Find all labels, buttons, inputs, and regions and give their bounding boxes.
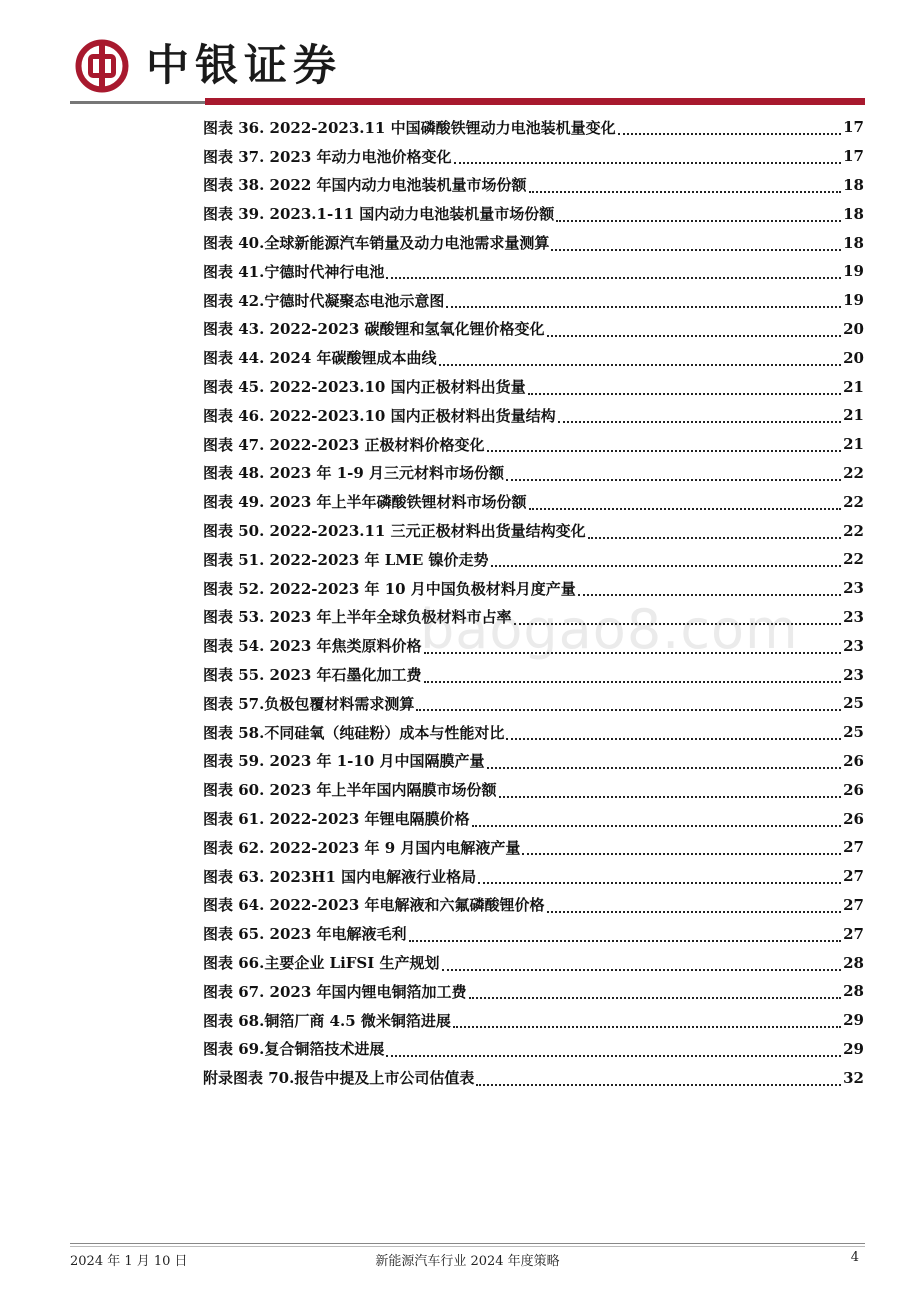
toc-dot-leader — [478, 882, 841, 884]
toc-entry-page: 27 — [843, 838, 864, 857]
toc-entry[interactable] — [203, 171, 864, 200]
toc-entry[interactable] — [203, 977, 864, 1006]
toc-entry-page: 18 — [843, 175, 864, 194]
bank-of-china-logo-icon — [75, 39, 129, 93]
toc-entry-title: 附录图表 70.报告中提及上市公司估值表 — [203, 1069, 475, 1088]
toc-entry[interactable] — [203, 459, 864, 488]
footer-divider — [70, 1243, 865, 1244]
toc-dot-leader — [529, 508, 842, 510]
toc-entry-title: 图表 45. 2022-2023.10 国内正极材料出货量 — [203, 378, 526, 397]
toc-entry-title: 图表 44. 2024 年碳酸锂成本曲线 — [203, 349, 437, 368]
toc-entry-title: 图表 47. 2022-2023 正极材料价格变化 — [203, 435, 485, 454]
toc-dot-leader — [487, 450, 842, 452]
toc-entry[interactable] — [203, 689, 864, 718]
toc-entry-title: 图表 60. 2023 年上半年国内隔膜市场份额 — [203, 781, 497, 800]
toc-entry-page: 22 — [843, 550, 864, 569]
toc-entry-page: 26 — [843, 809, 864, 828]
toc-entry[interactable] — [203, 660, 864, 689]
page-header — [70, 30, 865, 106]
toc-entry-title: 图表 43. 2022-2023 碳酸锂和氢氧化锂价格变化 — [203, 320, 545, 339]
toc-entry[interactable] — [203, 775, 864, 804]
toc-entry-page: 28 — [843, 953, 864, 972]
toc-entry-title: 图表 59. 2023 年 1-10 月中国隔膜产量 — [203, 752, 485, 771]
toc-entry[interactable] — [203, 545, 864, 574]
toc-entry-page: 19 — [843, 262, 864, 281]
toc-entry-title: 图表 54. 2023 年焦类原料价格 — [203, 637, 422, 656]
toc-dot-leader — [558, 421, 842, 423]
toc-entry-page: 22 — [843, 521, 864, 540]
toc-entry-page: 22 — [843, 492, 864, 511]
toc-entry-page: 26 — [843, 751, 864, 770]
toc-entry[interactable] — [203, 718, 864, 747]
toc-dot-leader — [439, 364, 842, 366]
toc-entry-title: 图表 68.铜箔厂商 4.5 微米铜箔进展 — [203, 1011, 451, 1030]
toc-dot-leader — [506, 738, 841, 740]
toc-dot-leader — [529, 191, 842, 193]
toc-entry-title: 图表 61. 2022-2023 年锂电隔膜价格 — [203, 810, 470, 829]
toc-entry[interactable] — [203, 919, 864, 948]
toc-entry-page: 27 — [843, 924, 864, 943]
toc-entry[interactable] — [203, 862, 864, 891]
toc-entry-page: 28 — [843, 982, 864, 1001]
toc-entry[interactable] — [203, 315, 864, 344]
toc-entry-title: 图表 50. 2022-2023.11 三元正极材料出货量结构变化 — [203, 522, 586, 541]
toc-entry-title: 图表 48. 2023 年 1-9 月三元材料市场份额 — [203, 464, 505, 483]
toc-entry-title: 图表 52. 2022-2023 年 10 月中国负极材料月度产量 — [203, 579, 576, 598]
toc-entry-title: 图表 64. 2022-2023 年电解液和六氟磷酸锂价格 — [203, 896, 545, 915]
toc-entry-title: 图表 46. 2022-2023.10 国内正极材料出货量结构 — [203, 406, 556, 425]
toc-entry-page: 21 — [843, 435, 864, 454]
toc-entry-title: 图表 41.宁德时代神行电池 — [203, 262, 385, 281]
toc-dot-leader — [424, 681, 842, 683]
toc-entry-page: 18 — [843, 233, 864, 252]
toc-entry-title: 图表 55. 2023 年石墨化加工费 — [203, 666, 422, 685]
toc-entry-page: 25 — [843, 694, 864, 713]
watermark: baogao8.com — [420, 598, 799, 661]
toc-entry-page: 18 — [843, 204, 864, 223]
toc-entry-page: 20 — [843, 348, 864, 367]
toc-entry[interactable] — [203, 343, 864, 372]
toc-entry-title: 图表 57.负极包覆材料需求测算 — [203, 694, 415, 713]
toc-entry[interactable] — [203, 891, 864, 920]
toc-dot-leader — [618, 133, 842, 135]
toc-dot-leader — [499, 796, 842, 798]
toc-entry-page: 32 — [843, 1068, 864, 1087]
footer-page-number: 4 — [850, 1250, 859, 1265]
toc-entry-page: 26 — [843, 780, 864, 799]
toc-entry[interactable] — [203, 372, 864, 401]
toc-entry-page: 23 — [843, 607, 864, 626]
toc-dot-leader — [506, 479, 841, 481]
toc-dot-leader — [446, 306, 841, 308]
toc-dot-leader — [453, 1026, 841, 1028]
toc-dot-leader — [556, 220, 841, 222]
toc-dot-leader — [547, 911, 842, 913]
toc-entry-title: 图表 69.复合铜箔技术进展 — [203, 1040, 385, 1059]
toc-entry-page: 23 — [843, 579, 864, 598]
toc-entry[interactable] — [203, 286, 864, 315]
toc-entry-title: 图表 58.不同硅氧（纯硅粉）成本与性能对比 — [203, 723, 505, 742]
toc-entry-title: 图表 67. 2023 年国内锂电铜箔加工费 — [203, 982, 467, 1001]
toc-dot-leader — [416, 709, 841, 711]
toc-entry[interactable] — [203, 228, 864, 257]
header-rule-red — [205, 98, 865, 105]
toc-entry[interactable] — [203, 747, 864, 776]
toc-entry-title: 图表 38. 2022 年国内动力电池装机量市场份额 — [203, 176, 527, 195]
toc-dot-leader — [551, 249, 841, 251]
toc-entry-title: 图表 62. 2022-2023 年 9 月国内电解液产量 — [203, 838, 521, 857]
footer-report-title: 新能源汽车行业 2024 年度策略 — [375, 1254, 560, 1269]
toc-dot-leader — [487, 767, 842, 769]
toc-entry-title: 图表 42.宁德时代凝聚态电池示意图 — [203, 291, 445, 310]
toc-dot-leader — [522, 853, 841, 855]
toc-entry[interactable] — [203, 1006, 864, 1035]
header-rule-gray — [70, 101, 205, 104]
page-footer — [70, 1250, 865, 1270]
footer-date: 2024 年 1 月 10 日 — [70, 1254, 188, 1269]
toc-dot-leader — [547, 335, 842, 337]
toc-dot-leader — [472, 825, 842, 827]
toc-entry-title: 图表 53. 2023 年上半年全球负极材料市占率 — [203, 608, 512, 627]
toc-dot-leader — [491, 565, 842, 567]
toc-entry-title: 图表 66.主要企业 LiFSI 生产规划 — [203, 954, 440, 972]
toc-entry-page: 23 — [843, 636, 864, 655]
toc-entry-page: 25 — [843, 723, 864, 742]
toc-entry[interactable] — [203, 516, 864, 545]
toc-entry-title: 图表 65. 2023 年电解液毛利 — [203, 925, 407, 944]
toc-entry-page: 29 — [843, 1011, 864, 1030]
toc-entry[interactable] — [203, 1063, 864, 1092]
toc-entry-title: 图表 36. 2022-2023.11 中国磷酸铁锂动力电池装机量变化 — [203, 118, 616, 137]
toc-entry-page: 23 — [843, 665, 864, 684]
toc-entry[interactable] — [203, 833, 864, 862]
toc-entry-page: 20 — [843, 319, 864, 338]
toc-entry[interactable] — [203, 430, 864, 459]
toc-entry-page: 27 — [843, 867, 864, 886]
toc-entry-page: 22 — [843, 463, 864, 482]
toc-entry-title: 图表 49. 2023 年上半年磷酸铁锂材料市场份额 — [203, 493, 527, 512]
footer-divider-secondary — [70, 1246, 865, 1247]
toc-dot-leader — [528, 393, 842, 395]
brand-name: 中银证券 — [146, 41, 342, 91]
toc-dot-leader — [442, 969, 842, 971]
toc-entry-title: 图表 37. 2023 年动力电池价格变化 — [203, 147, 452, 166]
toc-dot-leader — [386, 1055, 841, 1057]
toc-dot-leader — [454, 162, 842, 164]
toc-dot-leader — [578, 594, 841, 596]
toc-entry-page: 21 — [843, 377, 864, 396]
toc-entry-page: 17 — [843, 147, 864, 166]
toc-entry[interactable] — [203, 113, 864, 142]
toc-entry-title: 图表 63. 2023H1 国内电解液行业格局 — [203, 867, 477, 886]
toc-entry-title: 图表 51. 2022-2023 年 LME 镍价走势 — [203, 550, 489, 569]
toc-entry-page: 17 — [843, 118, 864, 137]
toc-entry-page: 21 — [843, 406, 864, 425]
toc-entry-page: 29 — [843, 1039, 864, 1058]
toc-entry[interactable] — [203, 487, 864, 516]
toc-entry[interactable] — [203, 804, 864, 833]
toc-entry-page: 27 — [843, 895, 864, 914]
toc-dot-leader — [476, 1084, 841, 1086]
toc-dot-leader — [409, 940, 842, 942]
toc-entry[interactable] — [203, 199, 864, 228]
toc-entry[interactable] — [203, 1035, 864, 1064]
toc-dot-leader — [588, 537, 842, 539]
toc-entry[interactable] — [203, 257, 864, 286]
toc-entry[interactable] — [203, 142, 864, 171]
toc-entry[interactable] — [203, 948, 864, 977]
toc-entry[interactable] — [203, 401, 864, 430]
toc-entry-page: 19 — [843, 291, 864, 310]
toc-entry-title: 图表 40.全球新能源汽车销量及动力电池需求量测算 — [203, 234, 550, 253]
toc-entry-title: 图表 39. 2023.1-11 国内动力电池装机量市场份额 — [203, 205, 555, 224]
toc-dot-leader — [469, 997, 842, 999]
toc-dot-leader — [386, 277, 841, 279]
